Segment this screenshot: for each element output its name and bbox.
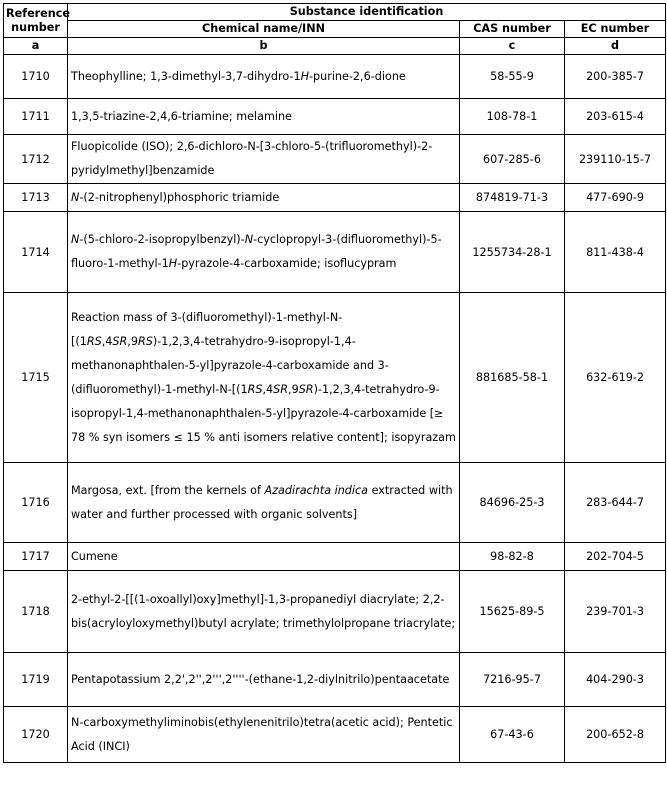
reference-number-cell: 1710 [4,55,68,99]
table-row [4,571,666,653]
chemical-name-cell [68,707,460,763]
chemical-name-cell [68,99,460,135]
reference-number-header: Reference number [4,4,68,38]
reference-number-cell: 1719 [4,653,68,707]
table-row [4,184,666,212]
table-body [4,55,666,763]
table-row [4,212,666,293]
chemical-name-italic: H [300,69,309,83]
cas-number-cell: 67-43-6 [460,707,565,763]
chemical-name-italic: N [71,190,80,204]
chemical-name-cell [68,55,460,99]
cas-number-cell: 58-55-9 [460,55,565,99]
cas-number-cell: 881685-58-1 [460,293,565,463]
chemical-name-text: ,9 [127,334,138,348]
reference-number-cell: 1713 [4,184,68,212]
chemical-name-text: )-1,2,3,4-tetrahydro-9-isopropyl-1,4-methanonaphthalen-5-yl]pyrazole-4-carboxamide and 3-(difluoromethyl)-1-methyl-N-[(1 [71,334,389,396]
reference-number-cell: 1720 [4,707,68,763]
chemical-name-cell [68,135,460,184]
reference-number-cell: 1715 [4,293,68,463]
chemical-name-cell [68,543,460,571]
column-letter-a: a [4,38,68,55]
chemical-name-header: Chemical name/INN [68,21,460,38]
ec-number-cell: 404-290-3 [565,653,666,707]
chemical-name-text: Fluopicolide (ISO); 2,6-dichloro-N-[3-chloro-5-(trifluoromethyl)-2-pyridylmethyl]benzamide [71,140,433,177]
chemical-name-text: ,4 [101,334,113,348]
chemical-name-text: ,4 [262,382,274,396]
table-row [4,293,666,463]
chemical-name-italic: Azadirachta indica [264,483,369,497]
reference-number-cell: 1718 [4,571,68,653]
chemical-name-text: Pentapotassium 2,2',2'',2''',2''''-(ethane-1,2-diylnitrilo)pentaacetate [71,672,450,686]
chemical-name-text: Margosa, ext. [from the kernels of [71,483,265,497]
chemical-name-italic: RS [86,334,102,348]
chemical-name-italic: N [71,233,80,246]
ec-number-cell: 200-385-7 [565,55,666,99]
ec-number-cell: 283-644-7 [565,463,666,543]
reference-number-cell: 1716 [4,463,68,543]
chemical-name-text: ,9 [288,382,299,396]
ec-number-cell: 239110-15-7 [565,135,666,184]
table-row [4,55,666,99]
chemical-name-cell [68,653,460,707]
cas-number-cell: 98-82-8 [460,543,565,571]
chemical-name-text: 2-ethyl-2-[[(1-oxoallyl)oxy]methyl]-1,3-propanediyl diacrylate; 2,2-bis(acryloyloxymethyl)butyl acrylate; trimethylolpropane triacrylate; [71,592,456,630]
substance-identification-header: Substance identification [68,4,666,21]
chemical-name-italic: SR [298,382,314,396]
chemical-name-text: -(2-nitrophenyl)phosphoric triamide [79,190,280,204]
substance-table [3,3,666,763]
chemical-name-text: -purine-2,6-dione [308,69,406,83]
table-row [4,135,666,184]
cas-number-cell: 84696-25-3 [460,463,565,543]
column-letter-d: d [565,38,666,55]
chemical-name-text: 1,3,5-triazine-2,4,6-triamine; melamine [71,109,292,123]
chemical-name-text: Reaction mass of 3-(difluoromethyl)-1-methyl-N-[(1 [71,310,343,348]
chemical-name-italic: SR [273,382,289,396]
chemical-name-cell [68,571,460,653]
chemical-name-italic: H [168,257,178,270]
cas-number-cell: 874819-71-3 [460,184,565,212]
table-row [4,707,666,763]
ec-number-cell: 239-701-3 [565,571,666,653]
ec-number-cell: 202-704-5 [565,543,666,571]
ec-number-cell: 200-652-8 [565,707,666,763]
chemical-name-cell [68,463,460,543]
chemical-name-italic: RS [137,334,153,348]
chemical-name-text: Cumene [71,549,118,563]
chemical-name-cell [68,184,460,212]
chemical-name-text: -(5-chloro-2-isopropylbenzyl)- [79,233,245,246]
cas-number-header: CAS number [460,21,565,38]
chemical-name-text: N-carboxymethyliminobis(ethylenenitrilo)tetra(acetic acid); Pentetic Acid (INCI) [71,715,453,753]
reference-number-cell: 1711 [4,99,68,135]
column-letter-c: c [460,38,565,55]
cas-number-cell: 108-78-1 [460,99,565,135]
chemical-name-text: Theophylline; 1,3-dimethyl-3,7-dihydro-1 [71,69,301,83]
ec-number-cell: 632-619-2 [565,293,666,463]
cas-number-cell: 7216-95-7 [460,653,565,707]
chemical-name-italic: N [244,233,254,246]
chemical-name-text: extracted with water and further processed with organic solvents] [71,483,453,521]
cas-number-cell: 607-285-6 [460,135,565,184]
cas-number-cell: 1255734-28-1 [460,212,565,293]
column-letter-b: b [68,38,460,55]
chemical-name-italic: SR [112,334,128,348]
chemical-name-text: )-1,2,3,4-tetrahydro-9-isopropyl-1,4-methanonaphthalen-5-yl]pyrazole-4-carboxamide [≥ 78 % syn isomers ≤ 15 % anti isomers relative content]; isopyrazam [71,382,456,444]
chemical-name-cell [68,212,460,293]
chemical-name-text: -cyclopropyl-3-(difluoromethyl)-5-fluoro-1-methyl-1 [71,233,442,270]
table-row [4,543,666,571]
reference-number-cell: 1717 [4,543,68,571]
chemical-name-cell [68,293,460,463]
table-row [4,653,666,707]
reference-number-cell: 1712 [4,135,68,184]
table-row [4,99,666,135]
ec-number-cell: 477-690-9 [565,184,666,212]
reference-number-cell: 1714 [4,212,68,293]
table-row [4,463,666,543]
ec-number-cell: 811-438-4 [565,212,666,293]
cas-number-cell: 15625-89-5 [460,571,565,653]
chemical-name-text: -pyrazole-4-carboxamide; isoflucypram [177,257,397,270]
chemical-name-italic: RS [247,382,263,396]
ec-number-header: EC number [565,21,666,38]
ec-number-cell: 203-615-4 [565,99,666,135]
